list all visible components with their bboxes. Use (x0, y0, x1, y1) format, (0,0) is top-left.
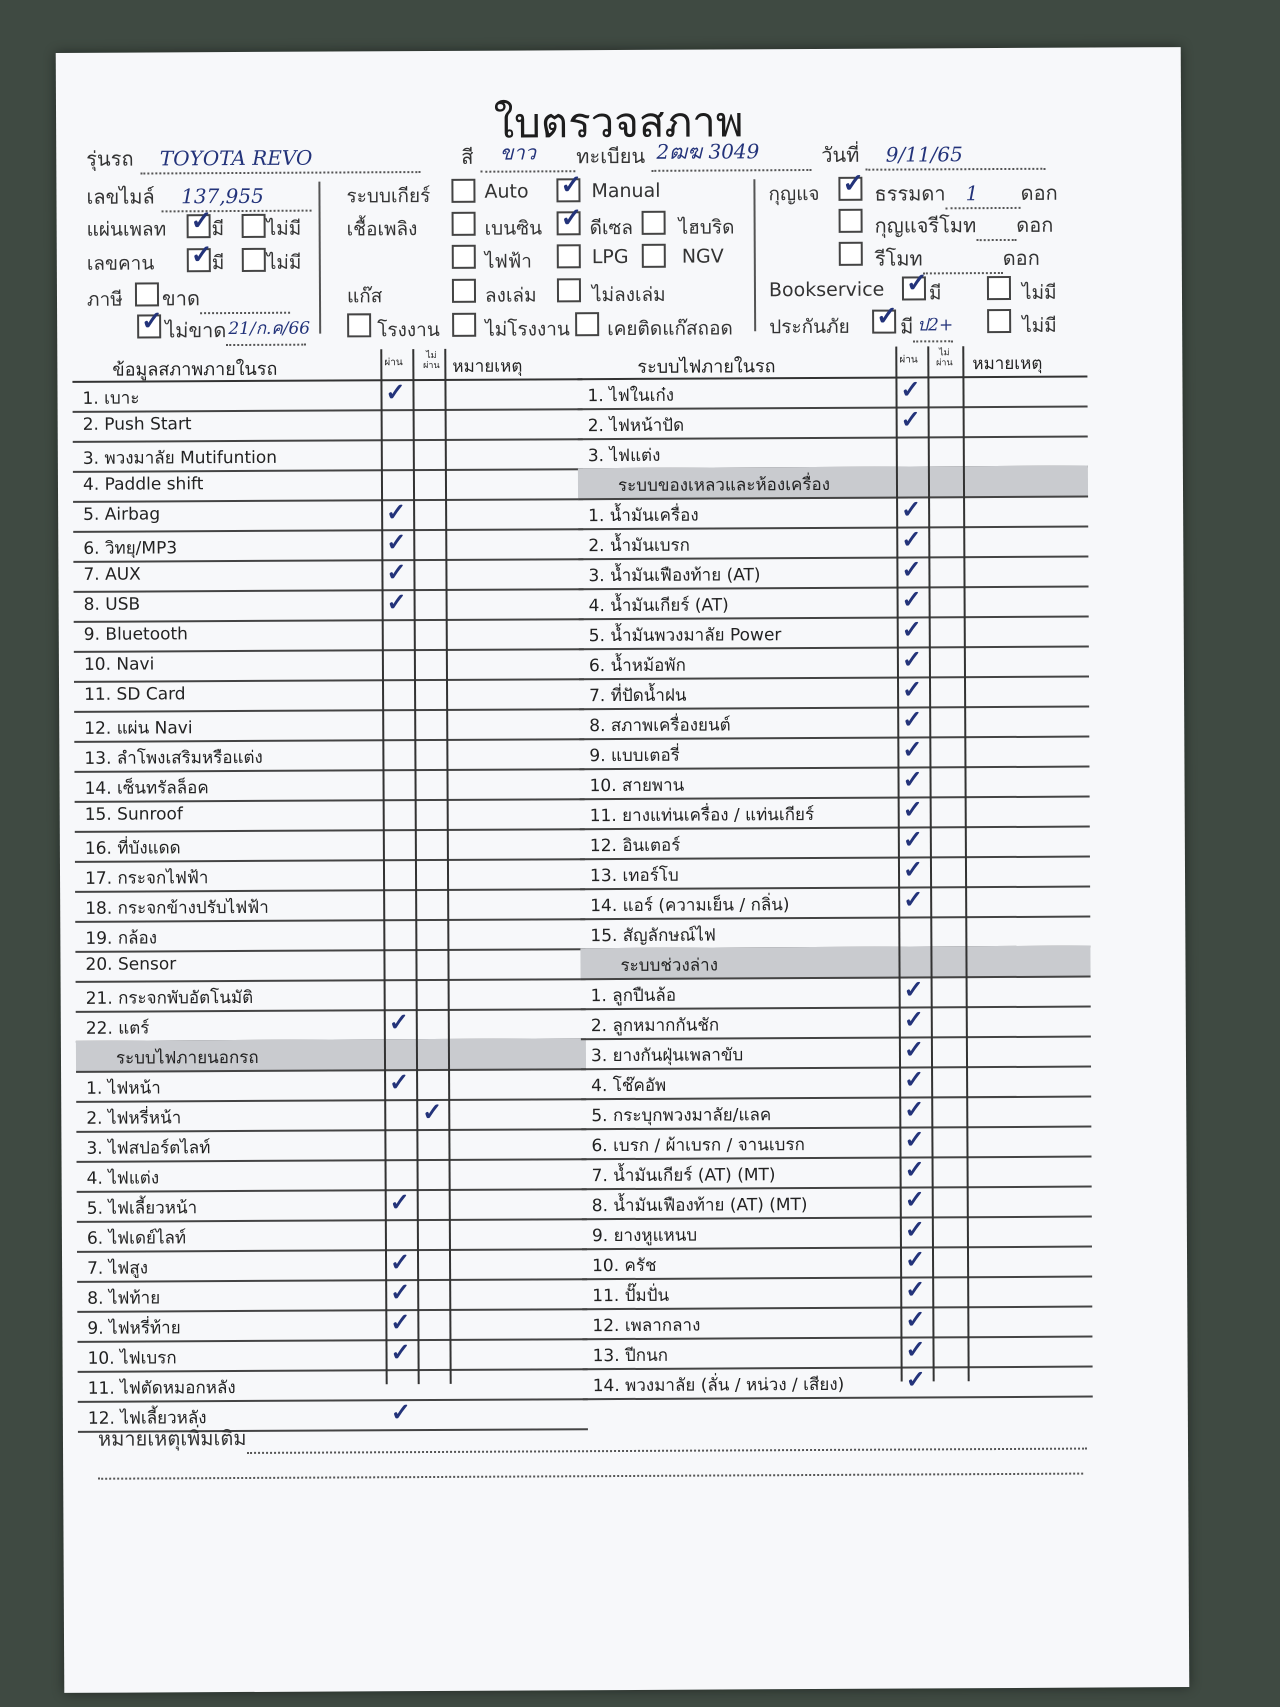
gas-factory-checkbox[interactable] (347, 313, 371, 337)
row-label: 1. ไฟหน้า (86, 1078, 161, 1099)
row-label: 7. AUX (83, 564, 141, 585)
bookservice-has-checkbox[interactable]: ✓ (902, 276, 926, 300)
row-label: 13. ปีกนก (592, 1345, 669, 1367)
row-label: 12. อินเตอร์ (589, 835, 681, 857)
row-label: 15. Sunroof (84, 804, 183, 825)
remark-header: หมายเหตุ (452, 356, 523, 377)
has-not-label: ไม่มี (266, 251, 302, 274)
remote-field: รีโมท ดอก (875, 242, 1040, 275)
pass-check-mark[interactable]: ✓ (386, 557, 407, 587)
row-label: 3. พวงมาลัย Mutifuntion (82, 447, 278, 469)
row-label: 9. ยางหูแหนบ (591, 1225, 698, 1247)
gas-not-in-book-checkbox[interactable] (557, 278, 581, 302)
row-label: 11. ยางแท่นเครื่อง / แท่นเกียร์ (589, 804, 815, 827)
gear-auto-label: Auto (484, 180, 529, 203)
fuel-electric-checkbox[interactable] (452, 245, 476, 269)
row-label: 2. ลูกหมากกันชัก (590, 1015, 720, 1037)
gas-in-book-label: ลงเล่ม (484, 284, 537, 307)
pass-check-mark[interactable]: ✓ (905, 1304, 926, 1334)
row-label: 4. ไฟแต่ง (86, 1168, 160, 1189)
row-label: 9. แบบเตอรี่ (589, 745, 680, 767)
row-label: 14. เซ็นทรัลล็อค (84, 778, 209, 799)
row-label: 10. สายพาน (589, 775, 685, 797)
remote-key-field: กุญแจรีโมท ดอก (875, 209, 1054, 242)
pass-check-mark[interactable]: ✓ (386, 497, 407, 527)
row-label: 8. สภาพเครื่องยนต์ (589, 715, 731, 737)
plate-sheet-has-checkbox[interactable]: ✓ (187, 214, 211, 238)
row-label: 1. เบาะ (82, 388, 140, 409)
row-label: 6. วิทยุ/MP3 (83, 538, 178, 559)
pass-check-mark[interactable]: ✓ (903, 974, 924, 1004)
pass-check-mark[interactable]: ✓ (390, 1307, 411, 1337)
pass-check-mark[interactable]: ✓ (390, 1397, 412, 1427)
row-label: 14. พวงมาลัย (ลั่น / หน่วง / เสียง) (592, 1374, 845, 1397)
row-label: 3. ยางกันฝุ่นเพลาขับ (590, 1045, 744, 1067)
row-label: 9. Bluetooth (83, 624, 188, 645)
pass-check-mark[interactable]: ✓ (422, 1096, 443, 1127)
gas-not-factory-label: ไม่โรงงาน (485, 318, 570, 341)
inspection-sheet (56, 47, 1190, 1693)
plate-sheet-label: แผ่นเพลท (86, 218, 167, 241)
key-count-value: 1 (965, 181, 979, 206)
tax-label: ภาษี (86, 288, 123, 311)
interior-title: ข้อมูลสภาพภายในรถ (112, 358, 278, 381)
gear-label: ระบบเกียร์ (346, 184, 431, 208)
pass-check-mark[interactable]: ✓ (902, 704, 923, 734)
gas-factory-label: โรงงาน (377, 318, 440, 342)
row-label: 4. โช๊คอัพ (591, 1075, 667, 1097)
gear-auto-checkbox[interactable] (451, 179, 475, 203)
section-title: ระบบของเหลวและห้องเครื่อง (617, 474, 831, 497)
row-label: 3. น้ำมันเฟืองท้าย (AT) (588, 565, 761, 587)
pass-check-mark[interactable]: ✓ (903, 1004, 924, 1034)
pass-check-mark[interactable]: ✓ (388, 1007, 409, 1037)
insurance-type-field: มี ป2+ (900, 310, 953, 342)
plate-field: ทะเบียน 2ฒฆ 3049 (576, 139, 811, 172)
pass-check-mark[interactable]: ✓ (905, 1334, 926, 1364)
pass-check-mark[interactable]: ✓ (901, 674, 923, 704)
insurance-type-value: ป2+ (917, 315, 954, 336)
row-label: 22. แตร์ (85, 1018, 150, 1039)
plate-sheet-none-checkbox[interactable] (242, 214, 266, 238)
row-label: 1. ไฟในเก๋ง (587, 385, 675, 407)
pass-check-mark[interactable]: ✓ (902, 794, 923, 824)
fail-header: ไม่ผ่าน (423, 350, 440, 372)
fuel-hybrid-label: ไฮบริด (678, 216, 735, 239)
pass-check-mark[interactable]: ✓ (900, 374, 921, 404)
pass-check-mark[interactable]: ✓ (389, 1187, 410, 1217)
date-value: 9/11/65 (885, 142, 963, 167)
pass-check-mark[interactable]: ✓ (901, 644, 923, 674)
gear-manual-label: Manual (591, 179, 661, 203)
pass-check-mark[interactable]: ✓ (389, 1067, 410, 1097)
row-label: 2. Push Start (82, 414, 192, 435)
has-label: มี (211, 218, 225, 241)
has-label: มี (928, 282, 942, 305)
row-label: 12. เพลากลาง (592, 1315, 701, 1337)
insurance-none-checkbox[interactable] (987, 309, 1011, 333)
row-label: 21. กระจกพับอัตโนมัติ (85, 987, 254, 1009)
fuel-hybrid-checkbox[interactable] (642, 211, 666, 235)
color-field: สี ขาว (461, 140, 575, 173)
mileage-field: เลขไมล์ 137,955 (86, 180, 311, 213)
row-label: 1. ลูกปืนล้อ (590, 985, 677, 1007)
row-label: 15. สัญลักษณ์ไฟ (590, 925, 716, 947)
pass-check-mark[interactable]: ✓ (902, 824, 924, 854)
has-not-label: ไม่มี (1021, 281, 1057, 304)
pass-check-mark[interactable]: ✓ (901, 614, 922, 644)
row-label: 8. น้ำมันเฟืองท้าย (AT) (MT) (591, 1195, 808, 1217)
section-title: ระบบไฟภายนอกรถ (115, 1047, 259, 1069)
interior-lights-title: ระบบไฟภายในรถ (637, 356, 776, 378)
key-normal-checkbox[interactable]: ✓ (838, 177, 862, 201)
pass-check-mark[interactable]: ✓ (386, 587, 407, 617)
pass-check-mark[interactable]: ✓ (905, 1364, 926, 1394)
has-not-label: ไม่มี (266, 217, 302, 240)
bookservice-none-checkbox[interactable] (987, 276, 1011, 300)
pass-check-mark[interactable]: ✓ (904, 1214, 926, 1244)
row-label: 6. ไฟเดย์ไลท์ (86, 1228, 187, 1249)
tax-not-expired-field: ไม่ขาด 21/ก.ค/66 (165, 314, 306, 347)
divider (753, 179, 756, 331)
remarks-line (98, 1473, 1083, 1480)
row-label: 2. ไฟหรี่หน้า (86, 1108, 182, 1129)
tax-not-expired-checkbox[interactable]: ✓ (137, 314, 161, 338)
fuel-electric-label: ไฟฟ้า (484, 250, 533, 273)
date-field: วันที่ 9/11/65 (821, 138, 1046, 171)
engine-no-has-checkbox[interactable]: ✓ (187, 248, 211, 272)
pass-check-mark[interactable]: ✓ (904, 1064, 925, 1094)
gas-not-factory-checkbox[interactable] (452, 313, 476, 337)
row-label: 8. USB (83, 594, 141, 615)
pass-check-mark[interactable]: ✓ (901, 554, 922, 584)
row-label: 4. Paddle shift (82, 474, 204, 495)
row-label: 2. น้ำมันเบรก (588, 535, 691, 557)
fuel-diesel-checkbox[interactable]: ✓ (557, 211, 581, 235)
pass-check-mark[interactable]: ✓ (902, 734, 923, 764)
pass-check-mark[interactable]: ✓ (386, 527, 407, 557)
pass-header: ผ่าน (384, 357, 403, 369)
row-label: 10. ครัช (592, 1255, 657, 1277)
row-label: 9. ไฟหรี่ท้าย (87, 1318, 181, 1339)
engine-no-label: เลขคาน (86, 252, 155, 275)
row-label: 4. น้ำมันเกียร์ (AT) (588, 595, 729, 617)
row-label: 11. ไฟตัดหมอกหลัง (87, 1378, 236, 1399)
fuel-lpg-label: LPG (591, 245, 629, 269)
row-label: 16. ที่บังแดด (84, 838, 181, 859)
gas-not-in-book-label: ไม่ลงเล่ม (591, 283, 666, 307)
table-row (583, 1366, 1093, 1401)
row-label: 20. Sensor (85, 954, 177, 975)
bookservice-label: Bookservice (768, 278, 885, 302)
fail-header: ไม่ผ่าน (936, 348, 953, 369)
row-label: 18. กระจกข้างปรับไฟฟ้า (85, 897, 269, 919)
pass-check-mark[interactable]: ✓ (904, 1094, 925, 1124)
pass-check-mark[interactable]: ✓ (905, 1274, 926, 1304)
tax-expired-checkbox[interactable] (135, 282, 159, 306)
row-label: 7. น้ำมันเกียร์ (AT) (MT) (591, 1165, 776, 1187)
pass-check-mark[interactable]: ✓ (385, 377, 406, 407)
fuel-diesel-label: ดีเซล (589, 216, 634, 240)
tax-date-value: 21/ก.ค/66 (228, 318, 311, 340)
pass-check-mark[interactable]: ✓ (904, 1244, 926, 1274)
pass-check-mark[interactable]: ✓ (902, 854, 924, 884)
pass-check-mark[interactable]: ✓ (904, 1154, 925, 1184)
insurance-label: ประกันภัย (769, 315, 850, 339)
pass-check-mark[interactable]: ✓ (389, 1247, 411, 1277)
pass-check-mark[interactable]: ✓ (904, 1124, 925, 1154)
gear-manual-checkbox[interactable]: ✓ (556, 178, 580, 202)
row-label: 5. ไฟเลี้ยวหน้า (86, 1198, 198, 1219)
plate-value: 2ฒฆ 3049 (656, 139, 760, 164)
pass-check-mark[interactable]: ✓ (390, 1337, 411, 1367)
section-title: ระบบช่วงล่าง (620, 955, 719, 977)
row-label: 5. น้ำมันพวงมาลัย Power (588, 625, 782, 647)
row-label: 10. Navi (83, 654, 155, 675)
pass-check-mark[interactable]: ✓ (902, 764, 923, 794)
remarks-field: หมายเหตุเพิ่มเติม (98, 1418, 1087, 1455)
row-label: 13. ลำโพงเสริมหรือแต่ง (84, 747, 263, 769)
row-label: 5. กระบุกพวงมาลัย/แลค (591, 1105, 772, 1127)
gas-label: แก๊ส (346, 285, 383, 308)
pass-check-mark[interactable]: ✓ (903, 1034, 925, 1064)
gas-removed-checkbox[interactable] (575, 312, 599, 336)
row-label: 2. ไฟหน้าปัด (587, 415, 685, 437)
key-normal-field: ธรรมดา 1 ดอก (874, 177, 1057, 210)
gas-in-book-checkbox[interactable] (452, 279, 476, 303)
remote-checkbox[interactable] (839, 242, 863, 266)
pass-check-mark[interactable]: ✓ (901, 494, 922, 524)
gas-removed-label: เคยติดแก๊สถอด (607, 317, 733, 341)
pass-check-mark[interactable]: ✓ (904, 1184, 925, 1214)
fuel-ngv-checkbox[interactable] (642, 244, 666, 268)
remote-key-checkbox[interactable] (839, 209, 863, 233)
left-inspection-table (72, 348, 587, 1429)
model-field: รุ่นรถ TOYOTA REVO (86, 141, 420, 175)
row-label: 3. ไฟสปอร์ตไลท์ (86, 1138, 211, 1159)
has-not-label: ไม่มี (1022, 314, 1057, 337)
row-label: 12. ไฟเลี้ยวหลัง (87, 1408, 207, 1429)
fuel-ngv-label: NGV (681, 245, 724, 268)
row-label: 5. Airbag (83, 504, 161, 525)
fuel-lpg-checkbox[interactable] (557, 244, 581, 268)
pass-check-mark[interactable]: ✓ (903, 884, 924, 914)
right-inspection-table (577, 346, 1092, 1397)
row-label: 7. ไฟสูง (87, 1258, 149, 1279)
has-label: มี (211, 252, 225, 275)
row-label: 1. น้ำมันเครื่อง (588, 505, 699, 527)
remark-header: หมายเหตุ (972, 353, 1043, 375)
row-label: 7. ที่ปัดน้ำฝน (589, 685, 687, 707)
color-value: ขาว (499, 140, 537, 165)
fuel-benzine-label: เบนซิน (484, 217, 543, 240)
tax-expired-field: ขาด (162, 282, 290, 315)
pass-header: ผ่าน (899, 354, 918, 366)
divider (318, 182, 321, 334)
sheet-title: ใบตรวจสภาพ (493, 97, 744, 148)
row-label: 11. ปั๊มปั่น (592, 1285, 670, 1307)
row-label: 17. กระจกไฟฟ้า (84, 868, 209, 889)
row-label: 12. แผ่น Navi (84, 718, 193, 739)
row-label: 11. SD Card (84, 684, 186, 705)
row-label: 13. เทอร์โบ (589, 865, 679, 887)
pass-check-mark[interactable]: ✓ (901, 584, 922, 614)
key-label: กุญแจ (768, 182, 820, 206)
model-value: TOYOTA REVO (159, 145, 313, 171)
fuel-label: เชื้อเพลิง (346, 218, 418, 241)
pass-check-mark[interactable]: ✓ (900, 404, 921, 434)
pass-check-mark[interactable]: ✓ (390, 1277, 411, 1307)
fuel-benzine-checkbox[interactable] (452, 212, 476, 236)
row-label: 6. น้ำหม้อพัก (588, 655, 686, 677)
pass-check-mark[interactable]: ✓ (901, 524, 922, 554)
row-label: 3. ไฟแต่ง (587, 445, 661, 467)
row-label: 14. แอร์ (ความเย็น / กลิ่น) (590, 895, 790, 917)
row-label: 6. เบรก / ผ้าเบรก / จานเบรก (591, 1135, 805, 1157)
row-label: 19. กล้อง (85, 928, 158, 949)
insurance-has-checkbox[interactable]: ✓ (872, 310, 896, 334)
mileage-value: 137,955 (181, 183, 264, 209)
engine-no-none-checkbox[interactable] (242, 248, 266, 272)
row-label: 8. ไฟท้าย (87, 1288, 161, 1309)
row-label: 10. ไฟเบรก (87, 1348, 177, 1369)
